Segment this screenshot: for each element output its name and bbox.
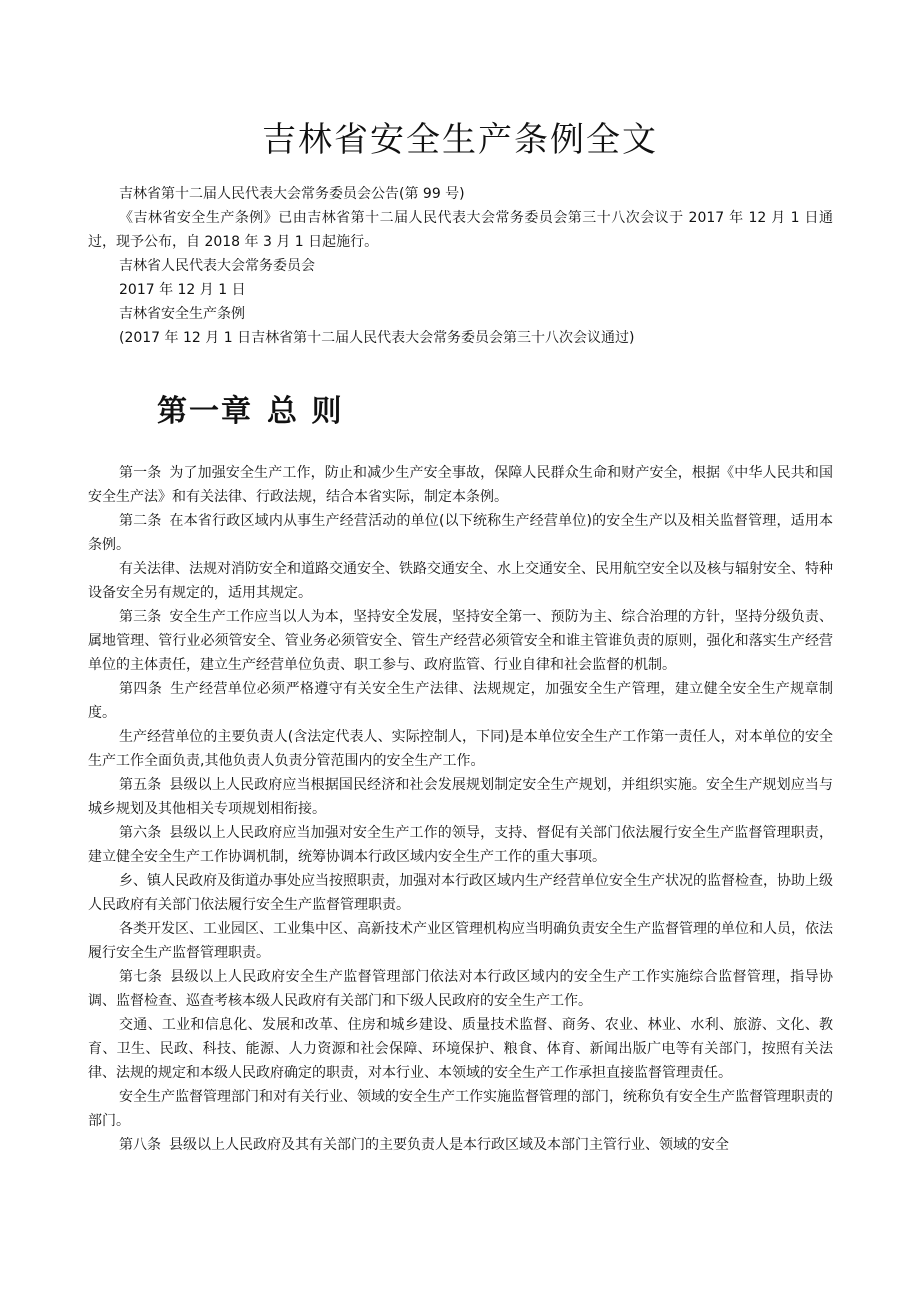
announcement-line: 吉林省人民代表大会常务委员会 xyxy=(119,258,315,274)
article-text: 县级以上人民政府应当根据国民经济和社会发展规划制定安全生产规划，并组织实施。安全生产规划应当与城乡规划及其他相关专项规划相衔接。 xyxy=(88,777,834,817)
article-number: 第二条 xyxy=(119,513,162,529)
announcement-line: 吉林省第十二届人民代表大会常务委员会公告(第 99 号) xyxy=(119,186,465,202)
chapter-heading xyxy=(157,386,343,430)
article-paragraph xyxy=(88,509,833,557)
article-paragraph xyxy=(88,1133,833,1157)
article-paragraph xyxy=(88,917,833,965)
article-paragraph xyxy=(88,821,833,869)
chapter-title: 总 则 xyxy=(267,394,344,429)
announcement-line: (2017 年 12 月 1 日吉林省第十二届人民代表大会常务委员会第三十八次会议通过) xyxy=(119,330,635,346)
article-text: 县级以上人民政府及其有关部门的主要负责人是本行政区域及本部门主管行业、领域的安全 xyxy=(169,1137,729,1153)
article-paragraph xyxy=(88,725,833,773)
article-paragraph xyxy=(88,773,833,821)
article-number: 第六条 xyxy=(119,825,162,841)
article-number: 第七条 xyxy=(119,969,163,985)
article-text: 县级以上人民政府安全生产监督管理部门依法对本行政区域内的安全生产工作实施综合监督管理，指导协调、监督检查、巡查考核本级人民政府有关部门和下级人民政府的安全生产工作。 xyxy=(88,969,833,1009)
article-number: 第一条 xyxy=(119,465,162,481)
article-text: 安全生产工作应当以人为本，坚持安全发展，坚持安全第一、预防为主、综合治理的方针，坚持分级负责、属地管理、管行业必须管安全、管业务必须管安全、管生产经营必须管安全和谁主管谁负责的原则，强化和落实生产经营单位的主体责任，建立生产经营单位负责、职工参与、政府监管、行业自律和社会监督的机制。 xyxy=(88,609,834,673)
article-text: 交通、工业和信息化、发展和改革、住房和城乡建设、质量技术监督、商务、农业、林业、水利、旅游、文化、教育、卫生、民政、科技、能源、人力资源和社会保障、环境保护、粮食、体育、新闻出版广电等有关部门，按照有关法律、法规的规定和本级人民政府确定的职责，对本行业、本领域的安全生产工作承担直接监督管理责任。 xyxy=(88,1017,833,1081)
article-text: 有关法律、法规对消防安全和道路交通安全、铁路交通安全、水上交通安全、民用航空安全以及核与辐射安全、特种设备安全另有规定的，适用其规定。 xyxy=(88,561,833,601)
article-paragraph xyxy=(88,965,833,1013)
article-paragraph xyxy=(88,677,833,725)
announcement-line: 2017 年 12 月 1 日 xyxy=(119,282,246,298)
article-number: 第五条 xyxy=(119,777,162,793)
article-text: 各类开发区、工业园区、工业集中区、高新技术产业区管理机构应当明确负责安全生产监督管理的单位和人员，依法履行安全生产监督管理职责。 xyxy=(88,921,833,961)
announcement-block xyxy=(88,182,833,350)
article-text: 生产经营单位必须严格遵守有关安全生产法律、法规规定，加强安全生产管理，建立健全安全生产规章制度。 xyxy=(88,681,833,721)
article-paragraph xyxy=(88,869,833,917)
chapter-number: 第一章 xyxy=(157,394,253,429)
article-number: 第八条 xyxy=(119,1137,161,1153)
article-paragraph xyxy=(88,1085,833,1133)
document-title: 吉林省安全生产条例全文 xyxy=(262,120,658,160)
article-text: 在本省行政区域内从事生产经营活动的单位(以下统称生产经营单位)的安全生产以及相关监督管理，适用本条例。 xyxy=(88,513,834,553)
article-paragraph xyxy=(88,605,833,677)
article-text: 县级以上人民政府应当加强对安全生产工作的领导，支持、督促有关部门依法履行安全生产监督管理职责，建立健全安全生产工作协调机制，统筹协调本行政区域内安全生产工作的重大事项。 xyxy=(88,825,834,865)
article-text: 生产经营单位的主要负责人(含法定代表人、实际控制人，下同)是本单位安全生产工作第一责任人，对本单位的安全生产工作全面负责,其他负责人负责分管范围内的安全生产工作。 xyxy=(88,729,833,769)
article-body xyxy=(88,461,833,1157)
article-paragraph xyxy=(88,461,833,509)
announcement-line: 《吉林省安全生产条例》已由吉林省第十二届人民代表大会常务委员会第三十八次会议于 2017 年 12 月 1 日通过，现予公布，自 2018 年 3 月 1 日起施行。 xyxy=(88,210,833,250)
article-paragraph xyxy=(88,1013,833,1085)
article-text: 安全生产监督管理部门和对有关行业、领域的安全生产工作实施监督管理的部门，统称负有安全生产监督管理职责的部门。 xyxy=(88,1089,833,1129)
article-number: 第四条 xyxy=(119,681,163,697)
article-text: 为了加强安全生产工作，防止和减少生产安全事故，保障人民群众生命和财产安全，根据《中华人民共和国安全生产法》和有关法律、行政法规，结合本省实际，制定本条例。 xyxy=(88,465,834,505)
article-number: 第三条 xyxy=(119,609,162,625)
article-text: 乡、镇人民政府及街道办事处应当按照职责，加强对本行政区域内生产经营单位安全生产状况的监督检查，协助上级人民政府有关部门依法履行安全生产监督管理职责。 xyxy=(88,873,833,913)
announcement-line: 吉林省安全生产条例 xyxy=(119,306,245,322)
article-paragraph xyxy=(88,557,833,605)
